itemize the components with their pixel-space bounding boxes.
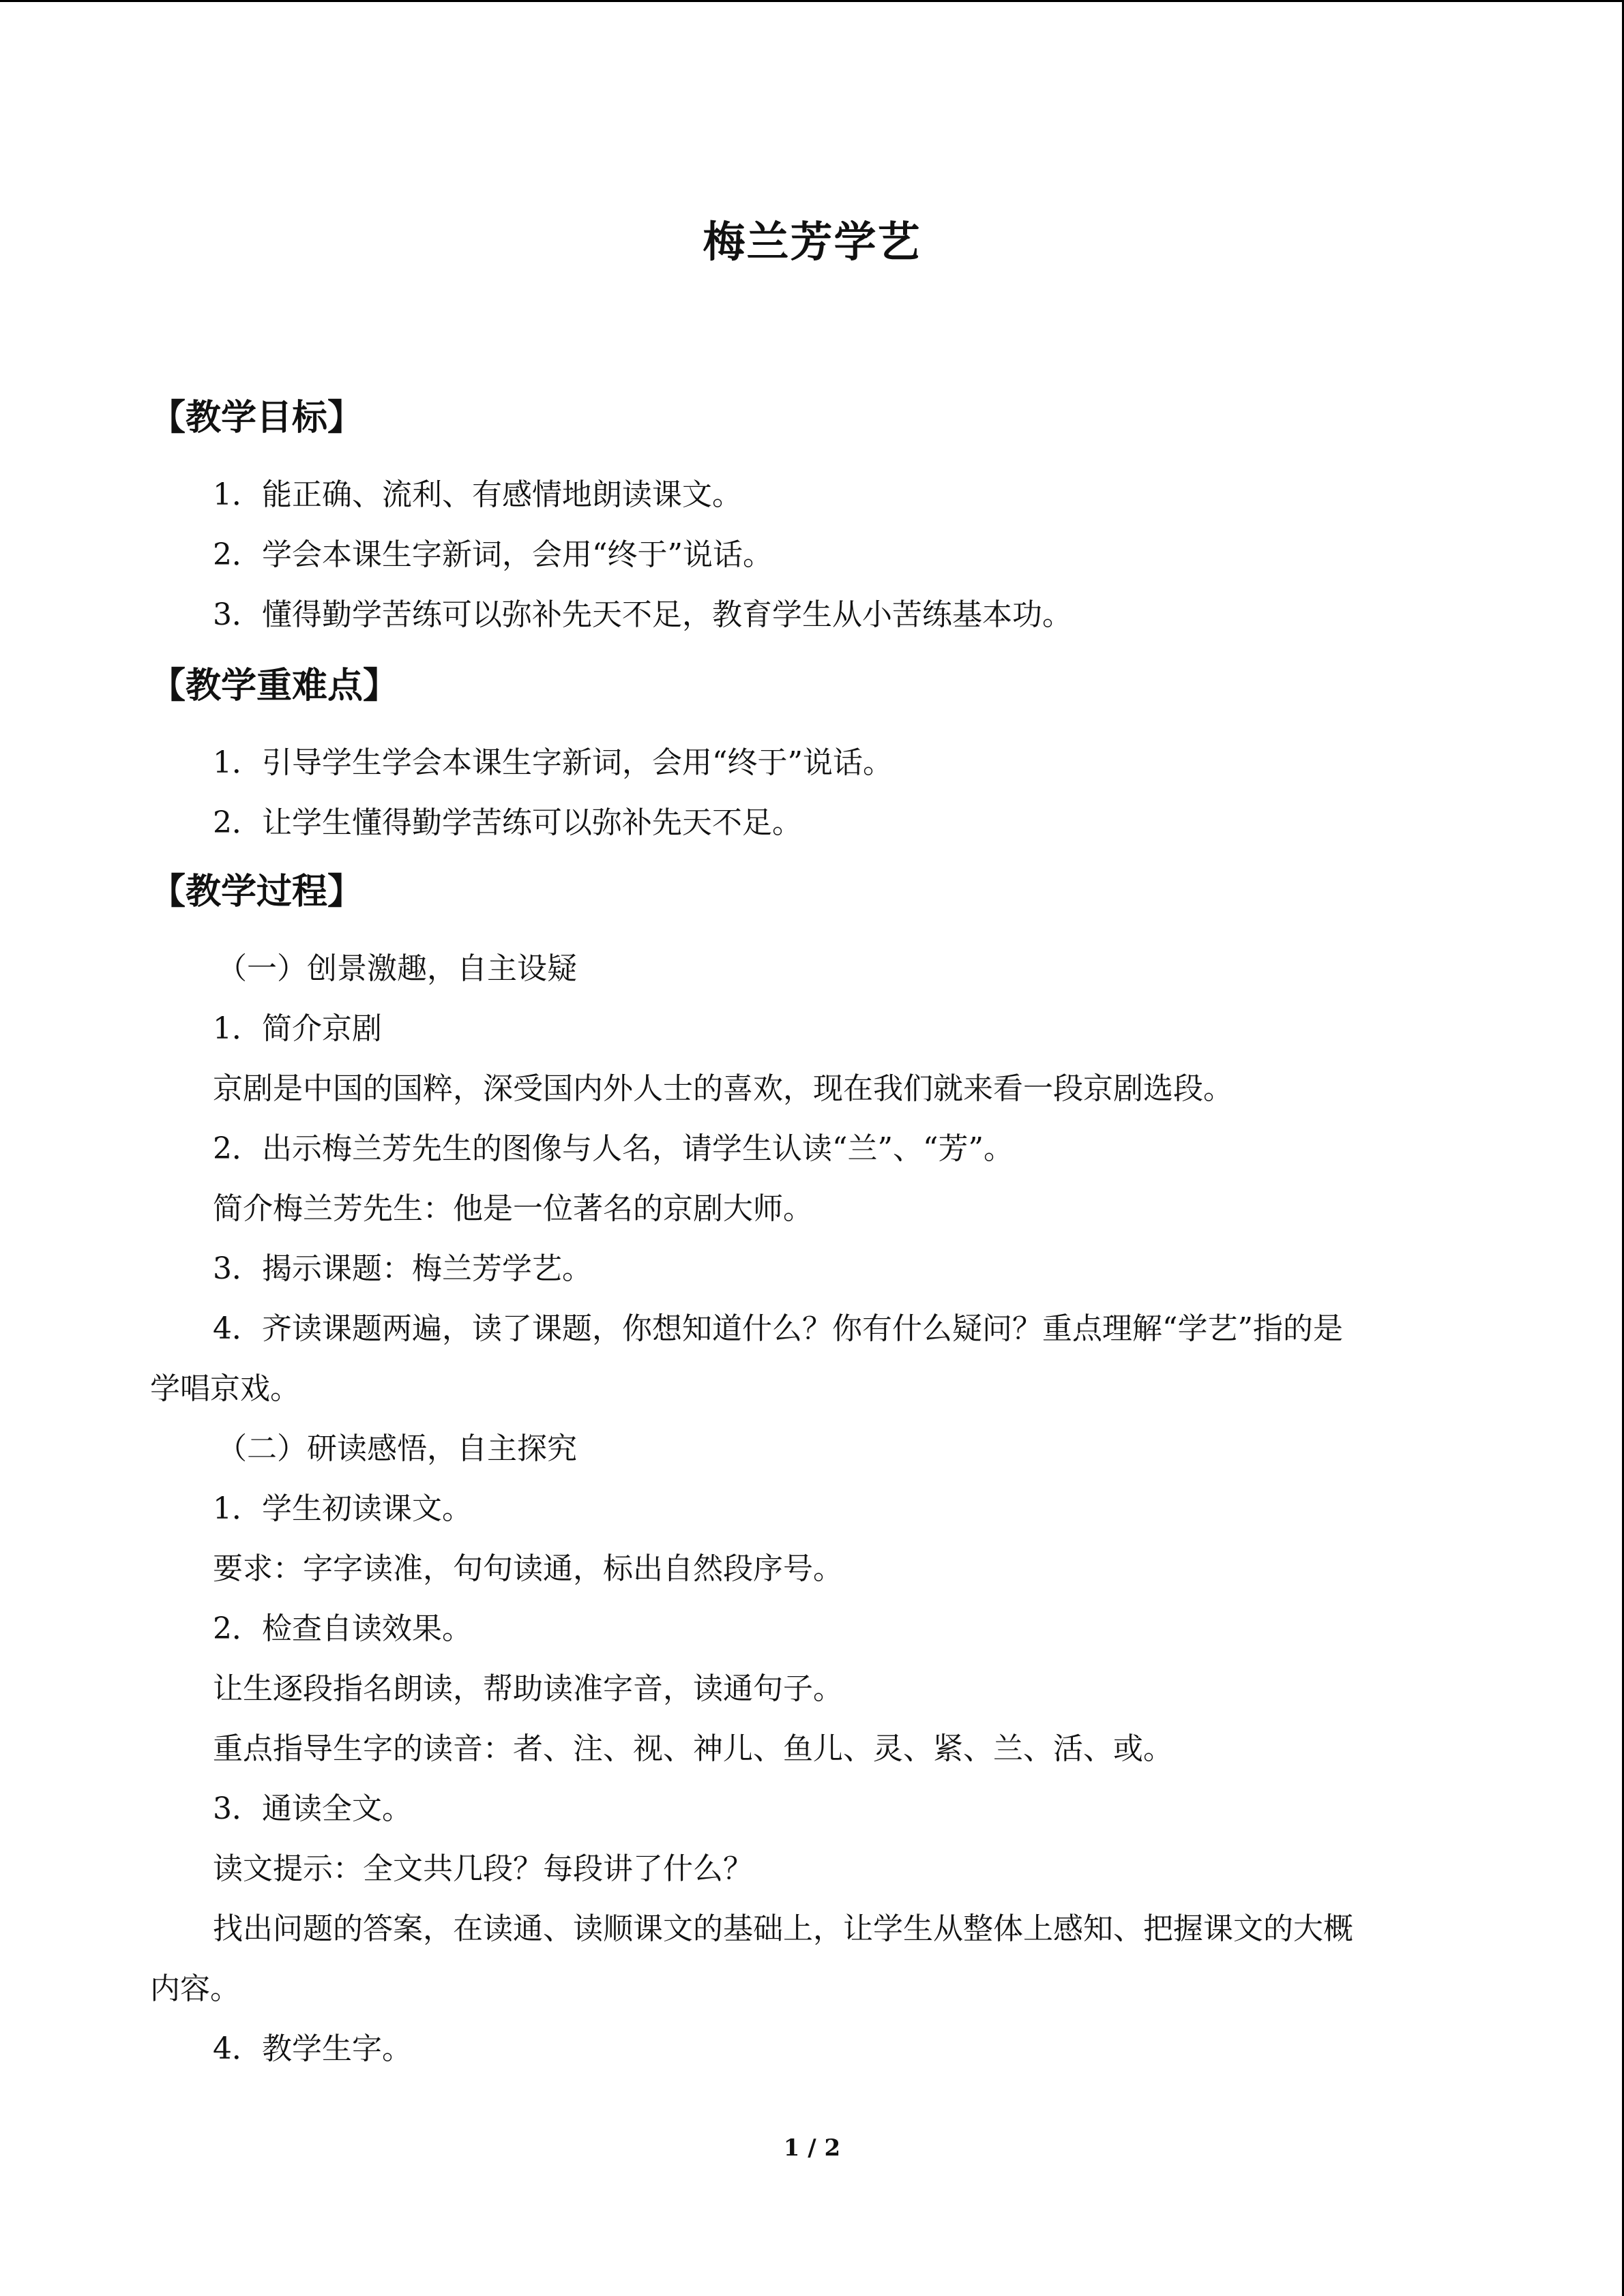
key-point-item-1: 1．引导学生学会本课生字新词，会用“终于”说话。 xyxy=(213,745,893,780)
process-subheading-1: （一）创景激趣，自主设疑 xyxy=(217,951,577,986)
process-line-continuation: 学唱京戏。 xyxy=(150,1371,300,1406)
heading-key-points: 【教学重难点】 xyxy=(150,666,399,706)
process-line: 1．学生初读课文。 xyxy=(213,1491,472,1526)
page-number: 1 / 2 xyxy=(783,2134,841,2162)
process-subheading-2: （二）研读感悟，自主探究 xyxy=(217,1431,577,1466)
process-line: 读文提示：全文共几段？每段讲了什么？ xyxy=(213,1851,753,1886)
process-line: 1．简介京剧 xyxy=(213,1011,382,1046)
goal-item-2: 2．学会本课生字新词，会用“终于”说话。 xyxy=(213,537,773,572)
process-line: 4．教学生字。 xyxy=(213,2031,412,2066)
goal-item-3: 3．懂得勤学苦练可以弥补先天不足，教育学生从小苦练基本功。 xyxy=(213,597,1072,632)
process-line: 2．出示梅兰芳先生的图像与人名，请学生认读“兰”、“芳”。 xyxy=(213,1131,1014,1166)
process-line: 4．齐读课题两遍，读了课题，你想知道什么？你有什么疑问？重点理解“学艺”指的是 xyxy=(213,1311,1343,1346)
process-line: 2．检查自读效果。 xyxy=(213,1611,472,1646)
document-title: 梅兰芳学艺 xyxy=(703,217,921,267)
heading-teaching-goals: 【教学目标】 xyxy=(150,398,364,438)
process-line: 3．揭示课题：梅兰芳学艺。 xyxy=(213,1251,592,1286)
process-line: 找出问题的答案，在读通、读顺课文的基础上，让学生从整体上感知、把握课文的大概 xyxy=(213,1911,1353,1946)
process-line: 要求：字字读准，句句读通，标出自然段序号。 xyxy=(213,1551,843,1586)
goal-item-1: 1．能正确、流利、有感情地朗读课文。 xyxy=(213,477,742,512)
process-line-continuation: 内容。 xyxy=(150,1971,240,2006)
process-line: 3．通读全文。 xyxy=(213,1791,412,1826)
process-line: 让生逐段指名朗读，帮助读准字音，读通句子。 xyxy=(213,1671,843,1706)
process-line: 京剧是中国的国粹，深受国内外人士的喜欢，现在我们就来看一段京剧选段。 xyxy=(213,1071,1233,1106)
process-line: 简介梅兰芳先生：他是一位著名的京剧大师。 xyxy=(213,1191,813,1226)
key-point-item-2: 2．让学生懂得勤学苦练可以弥补先天不足。 xyxy=(213,805,802,840)
process-line: 重点指导生字的读音：者、注、视、神儿、鱼儿、灵、紧、兰、活、或。 xyxy=(213,1731,1173,1766)
heading-teaching-process: 【教学过程】 xyxy=(150,871,364,912)
